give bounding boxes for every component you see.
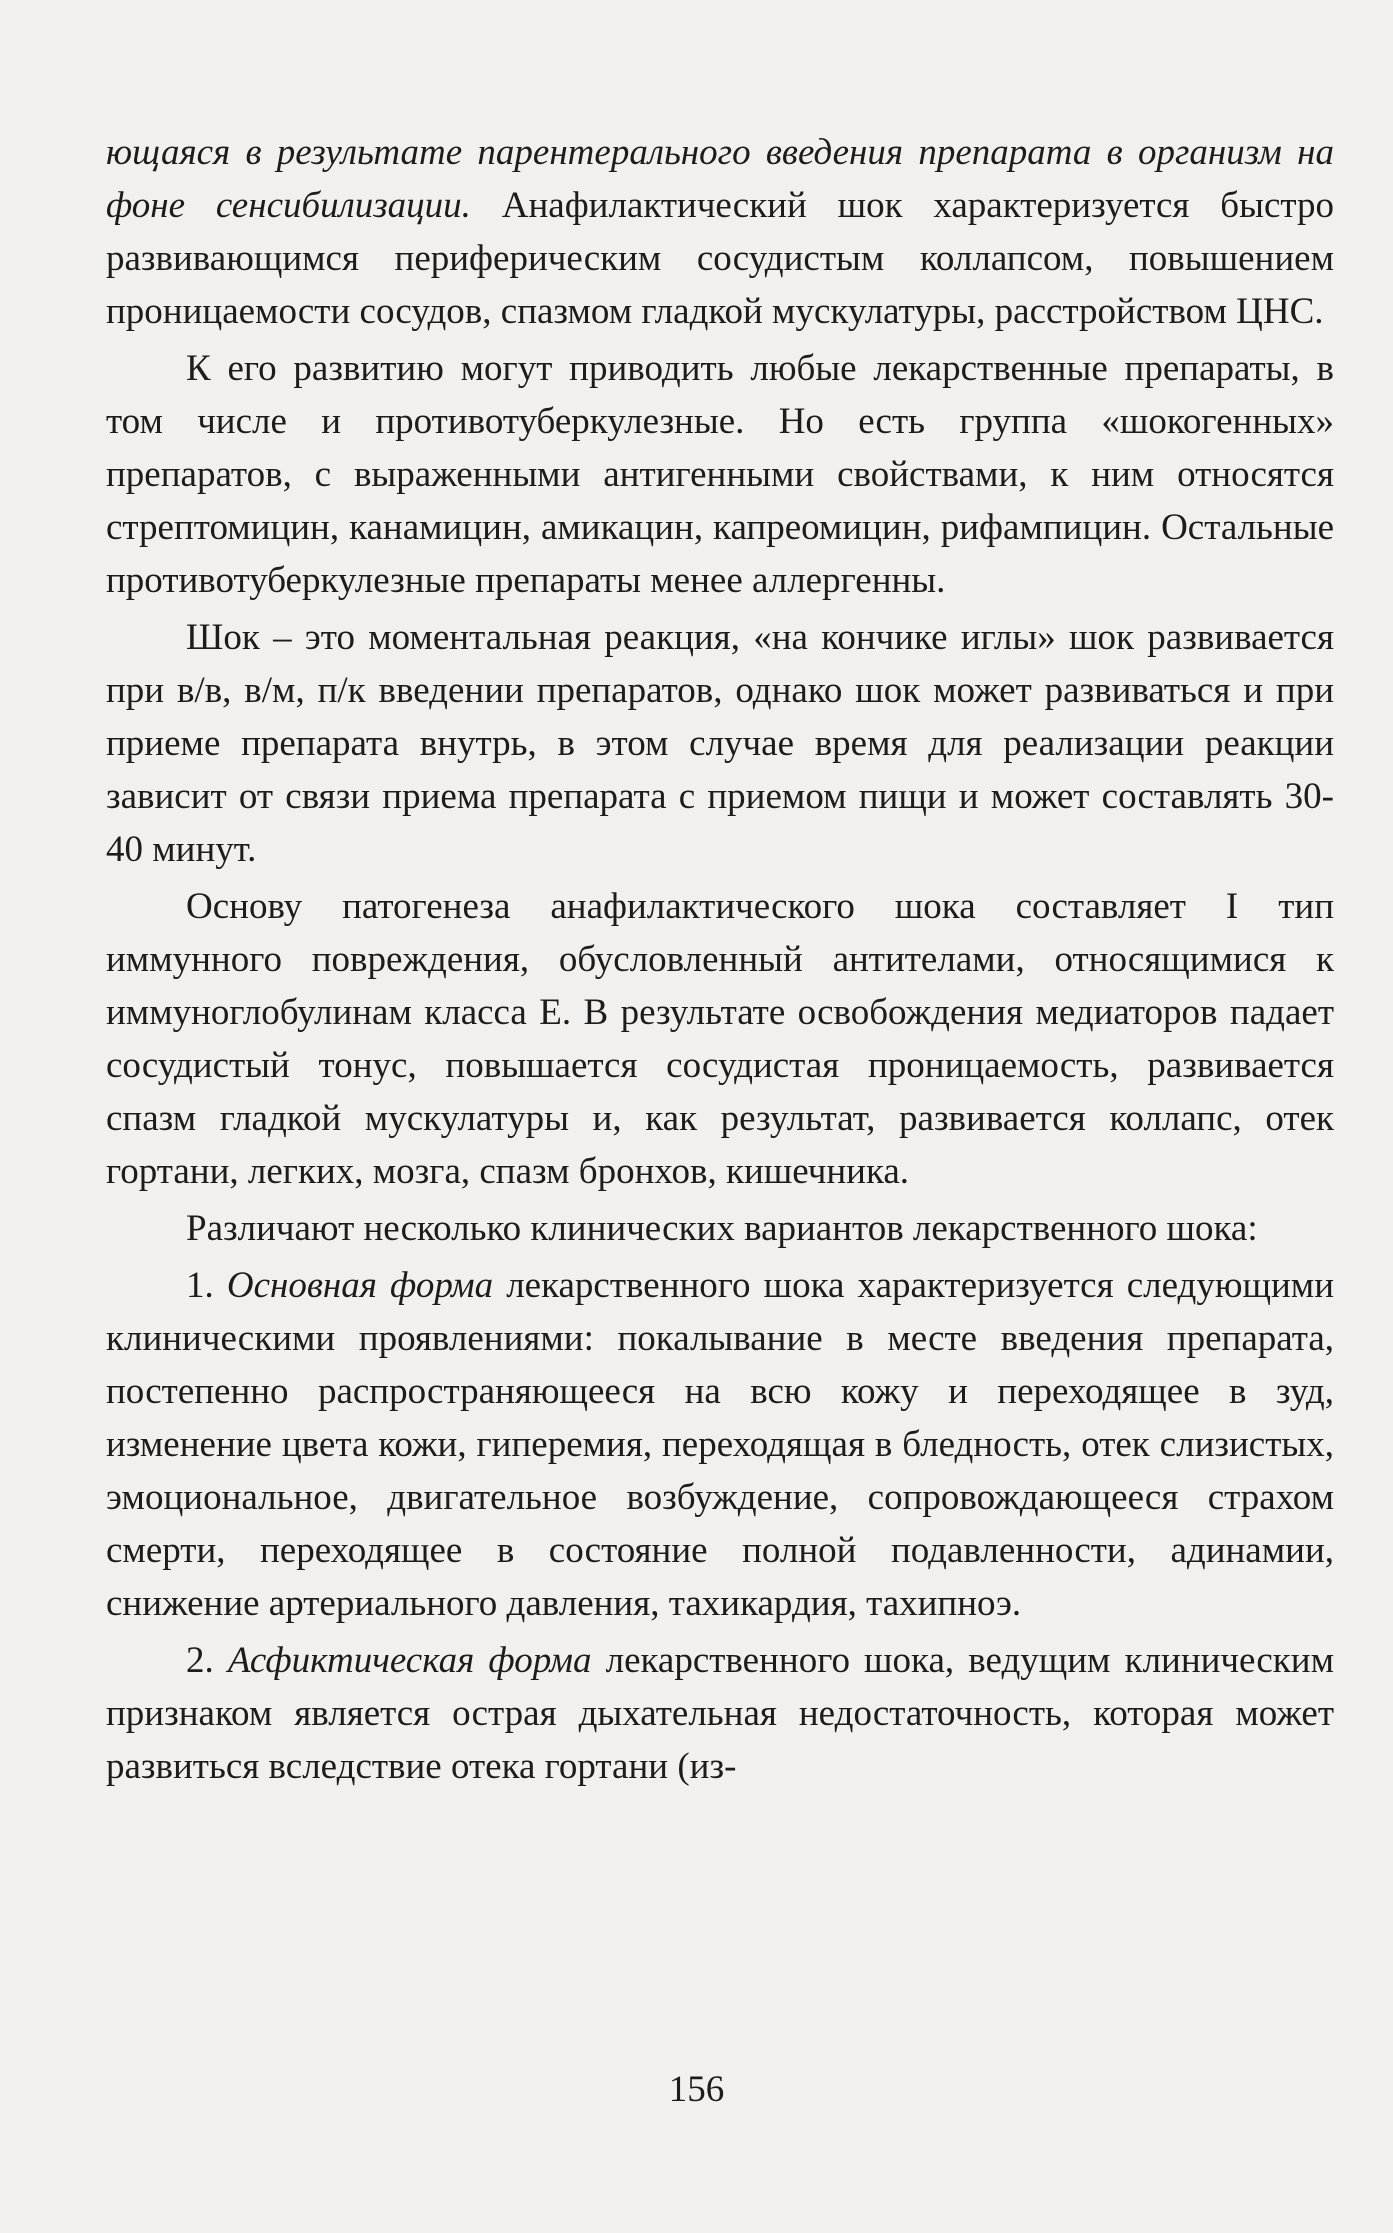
paragraph-5-text: Различают несколько клинических вариантов лекарственного шока: bbox=[186, 1208, 1258, 1249]
paragraph-3-text: Шок – это моментальная реакция, «на кончике иглы» шок развивается при в/в, в/м, п/к введении препаратов, однако шок может развиваться и при приеме препарата внутрь, в этом случае время для реализации реакции зависит от связи приема препарата с приемом пищи и может составлять 30-40 минут. bbox=[106, 617, 1334, 870]
paragraph-4 bbox=[106, 880, 1334, 1198]
paragraph-1 bbox=[106, 126, 1334, 338]
paragraph-2-text: К его развитию могут приводить любые лекарственные препараты, в том числе и противотуберкулезные. Но есть группа «шокогенных» препаратов, с выраженными антигенными свойствами, к ним относятся стрептомицин, канамицин, амикацин, капреомицин, рифампицин. Остальные противотуберкулезные препараты менее аллергенны. bbox=[106, 348, 1334, 601]
paragraph-7 bbox=[106, 1634, 1334, 1793]
page-number: 156 bbox=[668, 2069, 725, 2110]
paragraph-3 bbox=[106, 611, 1334, 876]
page-body bbox=[106, 126, 1334, 1797]
paragraph-2 bbox=[106, 342, 1334, 607]
paragraph-6-text: лекарственного шока характеризуется следующими клиническими проявлениями: покалывание в месте введения препарата, постепенно распространяющееся на всю кожу и переходящее в зуд, изменение цвета кожи, гиперемия, переходящая в бледность, отек слизистых, эмоциональное, двигательное возбуждение, сопровождающееся страхом смерти, переходящее в состояние полной подавленности, адинамии, снижение артериального давления, тахикардия, тахипноэ. bbox=[106, 1265, 1335, 1624]
paragraph-7-text: лекарственного шока, ведущим клиническим признаком является острая дыхательная недостаточность, которая может развиться вследствие отека гортани (из- bbox=[106, 1640, 1334, 1787]
paragraph-6 bbox=[106, 1259, 1334, 1630]
paragraph-7-lead: 2. bbox=[186, 1640, 228, 1681]
paragraph-1-text: Анафилактический шок характеризуется быстро развивающимся периферическим сосудистым коллапсом, повышением проницаемости сосудов, спазмом гладкой мускулатуры, расстройством ЦНС. bbox=[106, 185, 1334, 332]
paragraph-4-text: Основу патогенеза анафилактического шока составляет I тип иммунного повреждения, обусловленный антителами, относящимися к иммуноглобулинам класса Е. В результате освобождения медиаторов падает сосудистый тонус, повышается сосудистая проницаемость, развивается спазм гладкой мускулатуры и, как результат, развивается коллапс, отек гортани, легких, мозга, спазм бронхов, кишечника. bbox=[106, 886, 1334, 1192]
paragraph-7-italic: Асфиктическая форма bbox=[227, 1640, 592, 1681]
paragraph-5 bbox=[106, 1202, 1334, 1255]
paragraph-6-lead: 1. bbox=[186, 1265, 227, 1306]
paragraph-6-italic: Основная форма bbox=[226, 1265, 494, 1306]
paragraph-1-italic: ющаяся в результате парентерального введения препарата в организм на фоне сенсибилизации. bbox=[106, 132, 1334, 226]
